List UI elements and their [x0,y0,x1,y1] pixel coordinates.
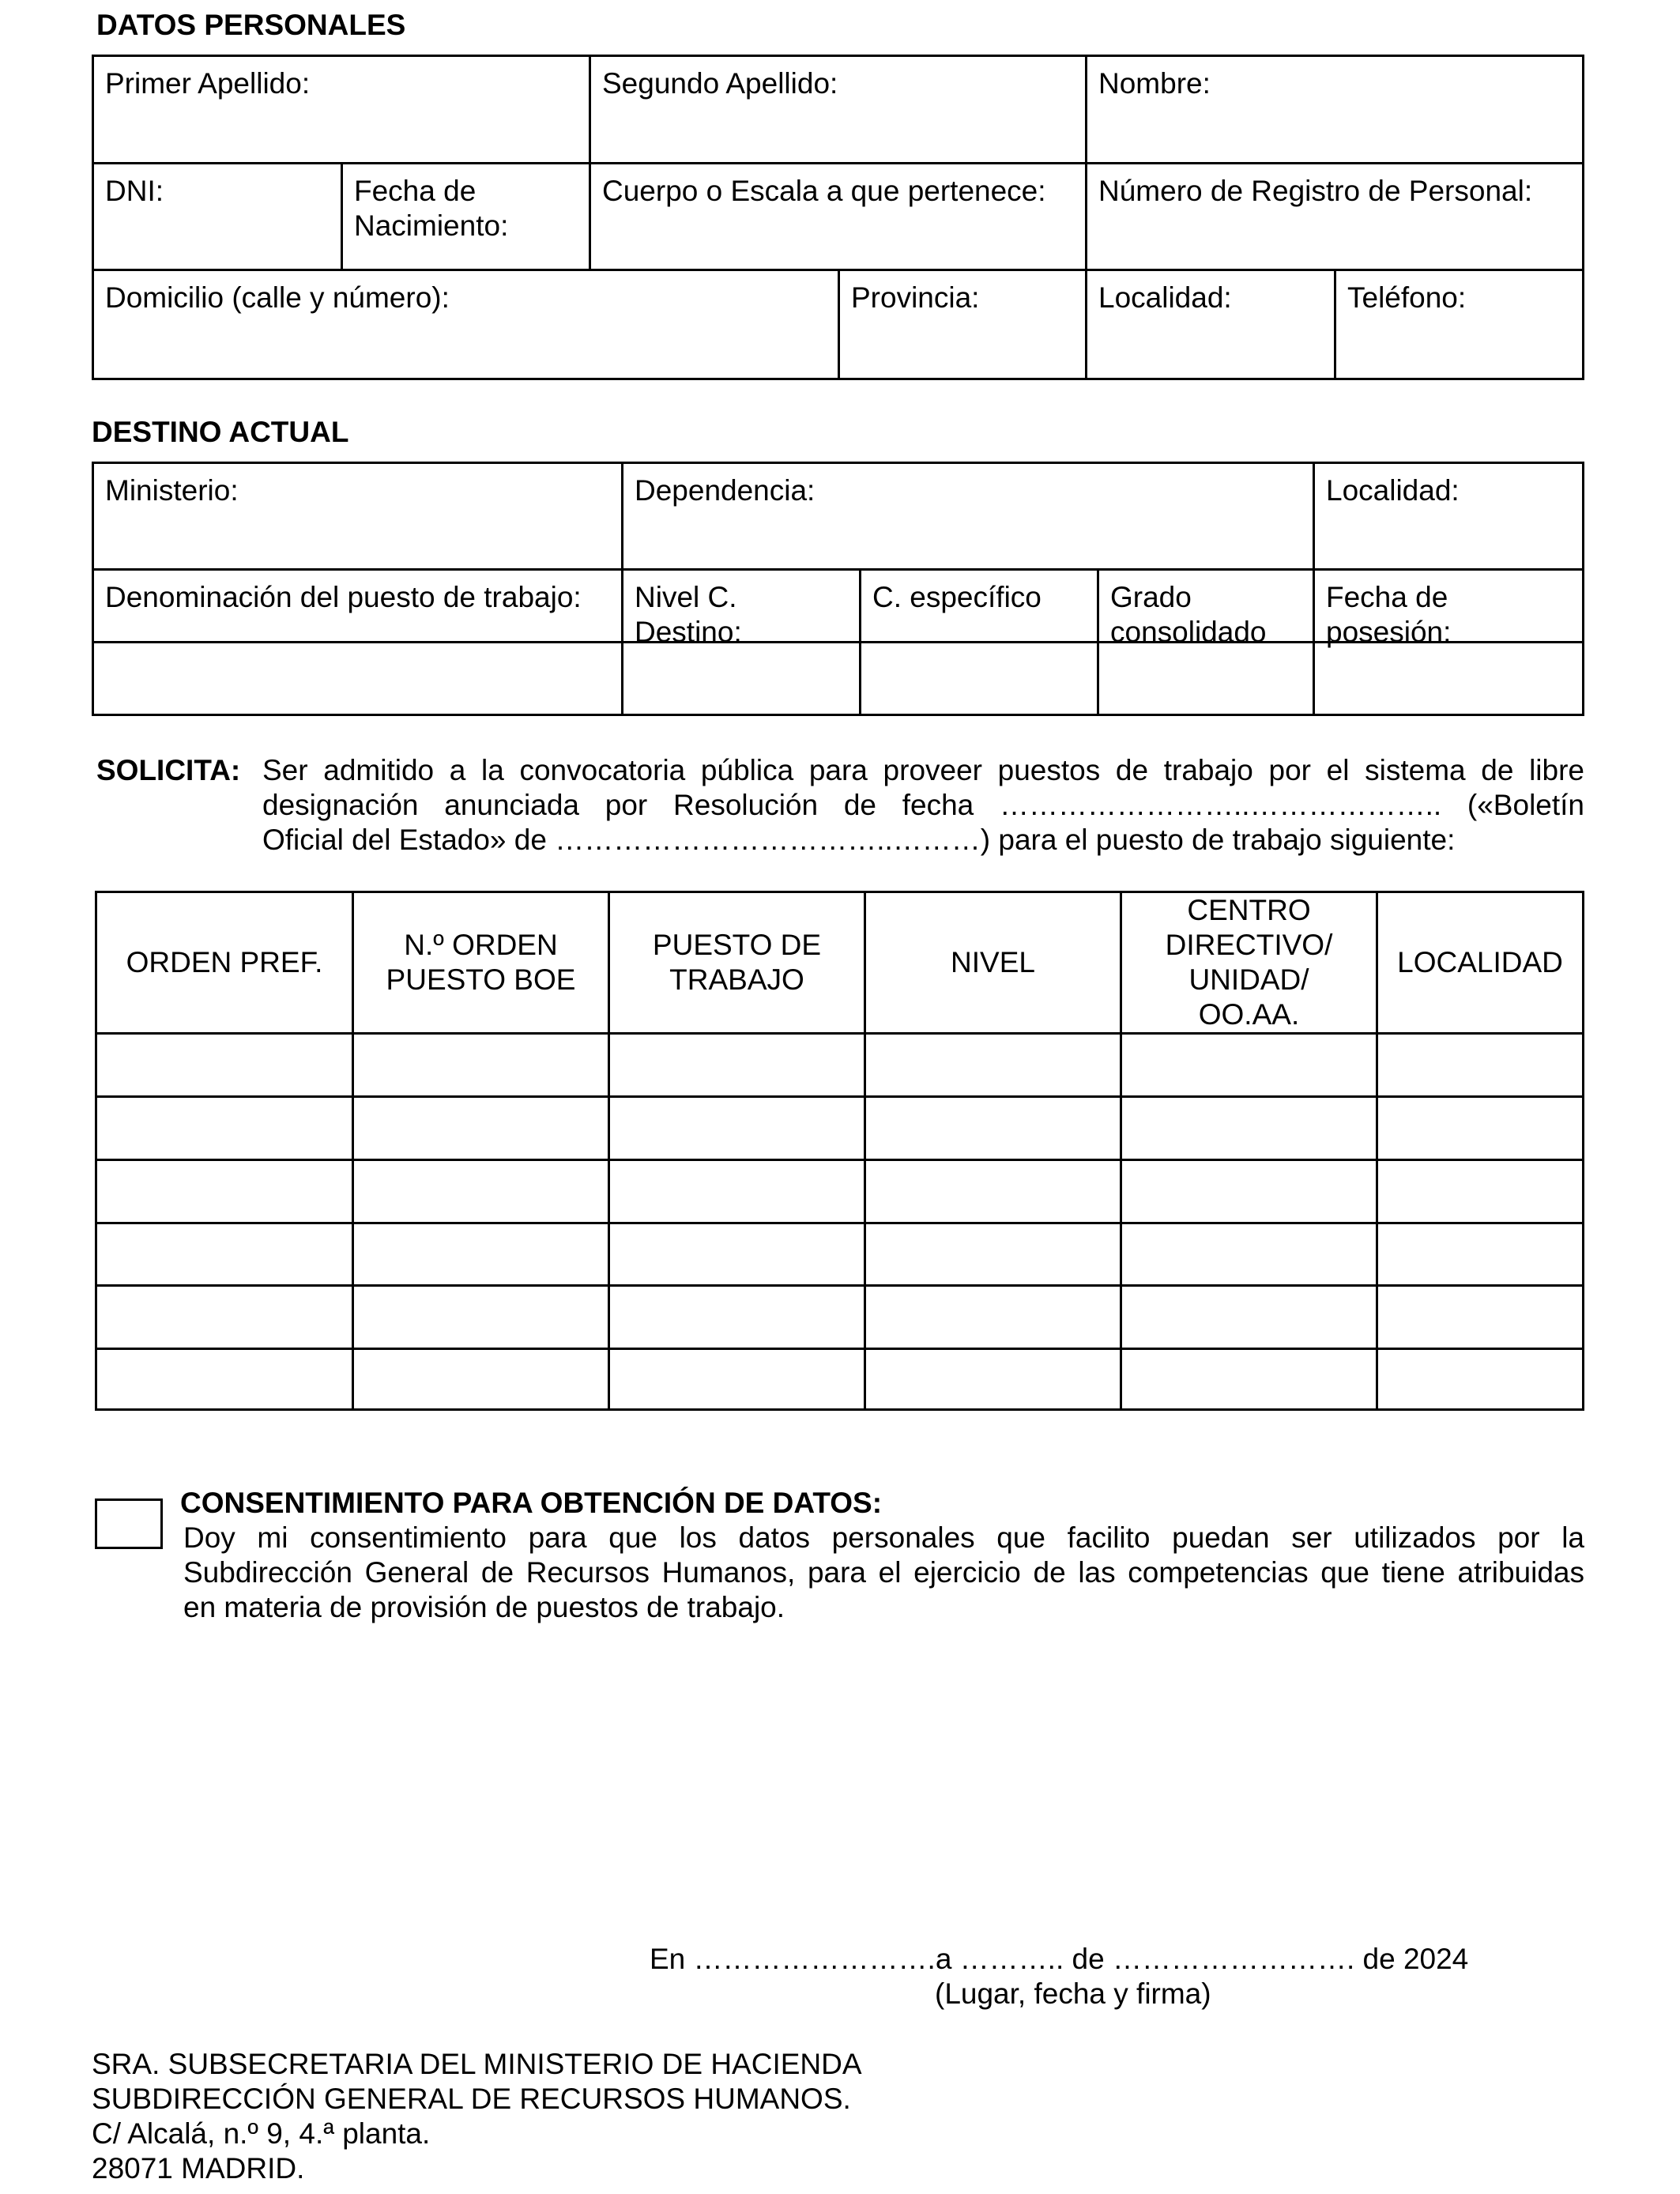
header-nivel [866,893,1120,1032]
header-nivel-text: NIVEL [951,946,1035,978]
datos-personales-title: DATOS PERSONALES [96,9,406,41]
segundo-apellido-field[interactable]: Segundo Apellido: [602,67,838,100]
table-cell[interactable] [1122,1035,1376,1095]
grado-consolidado-label-2: consolidado [1110,616,1267,648]
grado-consolidado-input[interactable] [1099,643,1313,714]
header-puesto-trabajo-line-1: PUESTO DE [652,929,822,961]
table-cell[interactable] [610,1287,864,1348]
nivel-destino-label [623,571,859,650]
firma-line: En …………………….a ……….. de ……………………. de 2024 [650,1943,1469,1975]
header-puesto-trabajo [610,893,864,1032]
table-cell[interactable] [610,1035,864,1095]
table-cell[interactable] [97,1161,352,1222]
ministerio-field[interactable]: Ministerio: [105,474,239,507]
table-cell[interactable] [866,1224,1120,1285]
domicilio-field[interactable]: Domicilio (calle y número): [105,281,450,314]
table-cell[interactable] [866,1350,1120,1411]
table-cell[interactable] [97,1287,352,1348]
divider [1085,55,1087,380]
dependencia-field[interactable]: Dependencia: [635,474,816,507]
grado-consolidado-label [1099,571,1313,650]
fecha-posesion-label-2: posesión: [1326,616,1452,648]
localidad-field[interactable]: Localidad: [1098,281,1232,314]
table-cell[interactable] [1378,1224,1584,1285]
header-centro-line-4: OO.AA. [1198,998,1300,1031]
table-cell[interactable] [1122,1224,1376,1285]
cuerpo-escala-field[interactable]: Cuerpo o Escala a que pertenece: [602,175,1046,207]
fecha-nacimiento-label-1: Fecha de [354,175,477,207]
destinatario-line-2: SUBDIRECCIÓN GENERAL DE RECURSOS HUMANOS. [92,2083,851,2115]
fecha-posesion-label [1315,571,1582,650]
table-cell[interactable] [1122,1350,1376,1411]
consentimiento-line-3: en materia de provisión de puestos de trabajo. [183,1591,785,1623]
consentimiento-line-1: Doy mi consentimiento para que los datos personales que facilito puedan ser utilizados por la [183,1521,1584,1554]
nivel-destino-label-1: Nivel C. [635,581,737,613]
table-cell[interactable] [97,1350,352,1411]
denominacion-puesto-label: Denominación del puesto de trabajo: [105,581,582,613]
destinatario-line-1: SRA. SUBSECRETARIA DEL MINISTERIO DE HACIENDA [92,2048,862,2080]
table-cell[interactable] [866,1287,1120,1348]
table-cell[interactable] [97,1098,352,1159]
registro-personal-field[interactable]: Número de Registro de Personal: [1098,175,1533,207]
header-orden-pref-text: ORDEN PREF. [126,946,323,978]
header-centro-directivo [1122,893,1376,1032]
table-cell[interactable] [866,1161,1120,1222]
denominacion-puesto-input[interactable] [94,643,621,714]
table-cell[interactable] [1122,1161,1376,1222]
table-cell[interactable] [1122,1098,1376,1159]
consentimiento-checkbox[interactable] [95,1498,163,1549]
header-orden-pref [97,893,352,1032]
complemento-especifico-label: C. específico [872,581,1042,613]
header-centro-line-2: DIRECTIVO/ [1165,929,1333,961]
header-orden-boe [354,893,608,1032]
header-localidad-text: LOCALIDAD [1397,946,1563,978]
table-cell[interactable] [97,1224,352,1285]
firma-caption: (Lugar, fecha y firma) [935,1977,1211,2010]
table-cell[interactable] [354,1287,608,1348]
table-cell[interactable] [1378,1350,1584,1411]
consentimiento-title: CONSENTIMIENTO PARA OBTENCIÓN DE DATOS: [180,1487,883,1519]
table-cell[interactable] [610,1098,864,1159]
table-cell[interactable] [354,1350,608,1411]
table-cell[interactable] [1378,1161,1584,1222]
solicita-line-1: Ser admitido a la convocatoria pública para proveer puestos de trabajo por el sistema de libre [262,754,1584,786]
table-cell[interactable] [354,1161,608,1222]
fecha-posesion-label-1: Fecha de [1326,581,1448,613]
table-cell[interactable] [1378,1098,1584,1159]
table-cell[interactable] [610,1350,864,1411]
fecha-nacimiento-label-2: Nacimiento: [354,209,509,242]
nivel-destino-input[interactable] [623,643,859,714]
telefono-field[interactable]: Teléfono: [1347,281,1467,314]
table-cell[interactable] [354,1035,608,1095]
table-cell[interactable] [354,1098,608,1159]
destinatario-line-4: 28071 MADRID. [92,2152,305,2185]
fecha-posesion-input[interactable] [1315,643,1582,714]
destino-localidad-field[interactable]: Localidad: [1326,474,1460,507]
destino-actual-title: DESTINO ACTUAL [92,416,349,448]
table-cell[interactable] [866,1035,1120,1095]
solicita-line-2: designación anunciada por Resolución de fecha ……………………..……………….. («Boletín [262,789,1584,821]
table-cell[interactable] [610,1161,864,1222]
provincia-field[interactable]: Provincia: [851,281,980,314]
fecha-nacimiento-field[interactable] [343,164,589,243]
table-cell[interactable] [1378,1035,1584,1095]
table-cell[interactable] [1378,1287,1584,1348]
table-cell[interactable] [354,1224,608,1285]
header-localidad [1378,893,1582,1032]
destinatario-line-3: C/ Alcalá, n.º 9, 4.ª planta. [92,2117,431,2150]
solicita-line-3: Oficial del Estado» de ……………………………..………) para el puesto de trabajo siguiente: [262,824,1456,856]
complemento-especifico-input[interactable] [861,643,1097,714]
header-orden-boe-line-1: N.º ORDEN [404,929,558,961]
consentimiento-line-2: Subdirección General de Recursos Humanos, para el ejercicio de las competencias que tiene atribuidas [183,1556,1584,1589]
nombre-field[interactable]: Nombre: [1098,67,1211,100]
table-cell[interactable] [866,1098,1120,1159]
header-puesto-trabajo-line-2: TRABAJO [669,963,804,996]
nivel-destino-label-2: Destino: [635,616,742,648]
table-cell[interactable] [610,1224,864,1285]
dni-field[interactable]: DNI: [105,175,164,207]
grado-consolidado-label-1: Grado [1110,581,1192,613]
table-cell[interactable] [97,1035,352,1095]
solicita-label: SOLICITA: [96,754,241,786]
header-orden-boe-line-2: PUESTO BOE [386,963,576,996]
header-centro-line-3: UNIDAD/ [1188,963,1309,996]
header-centro-line-1: CENTRO [1187,894,1311,926]
table-cell[interactable] [1122,1287,1376,1348]
primer-apellido-field[interactable]: Primer Apellido: [105,67,311,100]
